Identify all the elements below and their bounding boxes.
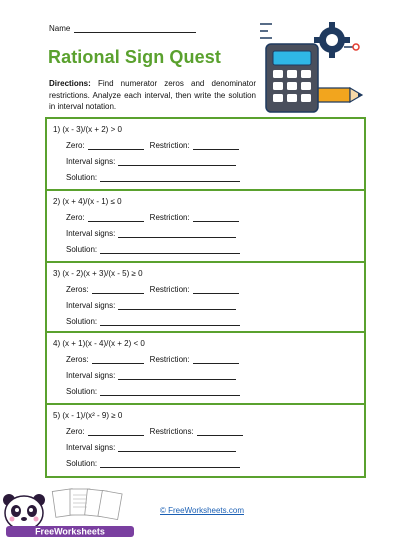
logo-text: FreeWorksheets (35, 526, 105, 537)
interval-row (66, 371, 236, 380)
zeros-label: Zeros: (66, 285, 89, 294)
solution-blank[interactable] (100, 245, 240, 254)
name-row (49, 24, 196, 33)
zeros-row (66, 355, 239, 364)
directions (49, 78, 256, 113)
calculator-illustration (258, 18, 370, 116)
zeros-label: Zeros: (66, 355, 89, 364)
solution-row (66, 387, 240, 396)
interval-blank[interactable] (118, 301, 236, 310)
gear-icon (314, 22, 350, 58)
solution-label: Solution: (66, 317, 98, 326)
interval-label: Interval signs: (66, 371, 116, 380)
interval-row (66, 443, 236, 452)
interval-blank[interactable] (118, 157, 236, 166)
zero-blank[interactable] (88, 213, 144, 222)
zero-label: Zero: (66, 213, 85, 222)
restriction-label: Restriction: (149, 355, 190, 364)
solution-row (66, 459, 240, 468)
interval-row (66, 157, 236, 166)
zero-row (66, 213, 239, 222)
solution-label: Solution: (66, 459, 98, 468)
panda-icon (3, 494, 45, 530)
zero-blank[interactable] (88, 427, 144, 436)
interval-blank[interactable] (118, 443, 236, 452)
problem-box (45, 117, 366, 478)
name-label: Name (49, 24, 71, 33)
zero-blank[interactable] (88, 141, 144, 150)
interval-row (66, 229, 236, 238)
problem-5 (47, 403, 364, 476)
solution-row (66, 173, 240, 182)
worksheet-stack-icon (52, 489, 122, 520)
calculator-icon (266, 44, 318, 112)
restriction-label: Restriction: (149, 213, 190, 222)
restriction-blank[interactable] (193, 355, 239, 364)
solution-row (66, 245, 240, 254)
problem-question: 5) (x - 1)/(x² - 9) ≥ 0 (53, 411, 123, 420)
restriction-blank[interactable] (197, 427, 243, 436)
freeworksheets-logo (0, 486, 140, 539)
interval-blank[interactable] (118, 229, 236, 238)
problem-question: 1) (x - 3)/(x + 2) > 0 (53, 125, 122, 134)
solution-blank[interactable] (100, 317, 240, 326)
footer-link[interactable]: © FreeWorksheets.com (160, 506, 244, 515)
solution-blank[interactable] (100, 459, 240, 468)
problem-question: 2) (x + 4)/(x - 1) ≤ 0 (53, 197, 122, 206)
problem-question: 3) (x - 2)(x + 3)/(x - 5) ≥ 0 (53, 269, 143, 278)
page-title: Rational Sign Quest (48, 47, 221, 67)
zero-row (66, 141, 239, 150)
zero-label: Zero: (66, 427, 85, 436)
solution-blank[interactable] (100, 173, 240, 182)
directions-label: Directions: (49, 79, 91, 88)
interval-label: Interval signs: (66, 229, 116, 238)
solution-row (66, 317, 240, 326)
interval-label: Interval signs: (66, 443, 116, 452)
interval-label: Interval signs: (66, 301, 116, 310)
solution-label: Solution: (66, 245, 98, 254)
restriction-label: Restriction: (149, 285, 190, 294)
interval-blank[interactable] (118, 371, 236, 380)
restriction-blank[interactable] (193, 141, 239, 150)
zeros-blank[interactable] (92, 355, 144, 364)
solution-label: Solution: (66, 387, 98, 396)
problem-question: 4) (x + 1)(x - 4)/(x + 2) < 0 (53, 339, 145, 348)
solution-blank[interactable] (100, 387, 240, 396)
restriction-blank[interactable] (193, 213, 239, 222)
zeros-row (66, 285, 239, 294)
problem-3 (47, 261, 364, 333)
interval-row (66, 301, 236, 310)
problem-2 (47, 189, 364, 263)
zero-label: Zero: (66, 141, 85, 150)
interval-label: Interval signs: (66, 157, 116, 166)
restriction-label: Restrictions: (149, 427, 194, 436)
zero-row (66, 427, 243, 436)
restriction-blank[interactable] (193, 285, 239, 294)
name-field[interactable] (74, 24, 196, 33)
directions-text: Find numerator zeros and denominator restrictions. Analyze each interval, then write the solution in interval notation. (49, 79, 256, 111)
restriction-label: Restriction: (149, 141, 190, 150)
problem-4 (47, 331, 364, 405)
problem-1 (47, 119, 364, 191)
solution-label: Solution: (66, 173, 98, 182)
zeros-blank[interactable] (92, 285, 144, 294)
